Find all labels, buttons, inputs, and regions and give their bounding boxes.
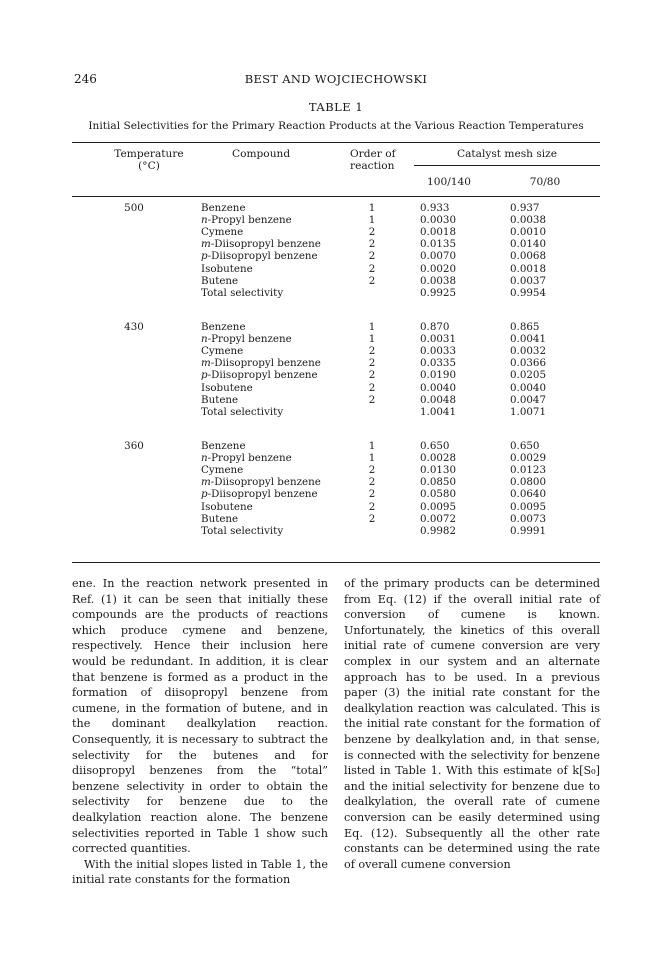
table-row (0, 501, 672, 513)
temperature-unit: (°C) (138, 160, 160, 172)
order-cell: 1 (368, 202, 376, 214)
order-cell: 2 (368, 369, 376, 382)
order-cell: 2 (368, 345, 376, 358)
mesh-100-140-cell: 0.0335 (420, 357, 457, 370)
order-cell: 1 (368, 452, 376, 465)
compound-cell: Benzene (201, 440, 246, 452)
mesh-100-140-cell: 0.0038 (420, 274, 457, 287)
table-row (0, 513, 672, 525)
order-cell: 2 (368, 250, 376, 263)
mesh-100-140-cell: 0.0070 (420, 250, 457, 263)
temperature-heading: Temperature (114, 148, 184, 160)
table-row (0, 321, 672, 333)
compound-cell: Cymene (201, 226, 244, 239)
table-row (0, 214, 672, 226)
mesh-100-140-cell: 0.0040 (420, 381, 457, 394)
table-row (0, 452, 672, 464)
mesh-100-140-cell: 0.0130 (420, 464, 457, 477)
order-cell: 2 (368, 512, 376, 525)
mesh-70-80-cell: 0.0095 (510, 500, 547, 513)
mesh-100-140-cell: 0.0850 (420, 476, 457, 489)
compound-cell: p-Diisopropyl benzene (201, 488, 318, 501)
page-number: 246 (74, 72, 97, 86)
mesh-70-80-cell: 0.0073 (510, 512, 547, 525)
table-caption: Initial Selectivities for the Primary Reaction Products at the Various Reaction Temperatures (88, 120, 584, 132)
table-header-rule (72, 196, 600, 197)
mesh-100-140-cell: 0.933 (420, 202, 450, 214)
mesh-100-140-cell: 0.0072 (420, 512, 457, 525)
order-cell: 2 (368, 488, 376, 501)
table-row (0, 263, 672, 275)
order-cell: 2 (368, 357, 376, 370)
order-cell: 2 (368, 274, 376, 287)
order-cell: 2 (368, 226, 376, 239)
order-cell: 1 (368, 440, 376, 452)
mesh-70-80-cell: 0.0366 (510, 357, 547, 370)
table-row (0, 287, 672, 299)
order-cell: 1 (368, 333, 376, 346)
order-cell: 2 (368, 238, 376, 251)
compound-cell: Cymene (201, 345, 244, 358)
order-cell: 2 (368, 262, 376, 275)
table-header-order (350, 148, 406, 172)
compound-cell: m-Diisopropyl benzene (201, 238, 321, 251)
table-row (0, 333, 672, 345)
compound-cell: p-Diisopropyl benzene (201, 250, 318, 263)
compound-cell: Cymene (201, 464, 244, 477)
mesh-100-140-cell: 0.9982 (420, 524, 457, 537)
table-header-mesh-100-140: 100/140 (426, 176, 471, 188)
mesh-70-80-cell: 0.0205 (510, 369, 547, 382)
mesh-70-80-cell: 1.0071 (510, 405, 547, 418)
table-row (0, 394, 672, 406)
mesh-100-140-cell: 0.0028 (420, 452, 457, 465)
order-cell: 2 (368, 381, 376, 394)
order-heading-line2: reaction (350, 160, 395, 172)
mesh-100-140-cell: 0.0031 (420, 333, 457, 346)
order-cell: 2 (368, 464, 376, 477)
table-row (0, 369, 672, 381)
compound-cell: Total selectivity (201, 524, 284, 537)
compound-cell: n-Propyl benzene (201, 452, 292, 465)
mesh-70-80-cell: 0.9991 (510, 524, 547, 537)
table-row (0, 476, 672, 488)
temperature-cell: 500 (124, 202, 144, 214)
table-row (0, 406, 672, 418)
body-column-right (344, 576, 600, 872)
temperature-cell: 360 (124, 440, 144, 452)
table-label: TABLE 1 (308, 100, 364, 114)
catalyst-rule (414, 165, 600, 166)
order-heading-line1: Order of (350, 148, 396, 160)
mesh-100-140-cell: 0.0095 (420, 500, 457, 513)
table-top-rule (72, 142, 600, 143)
mesh-70-80-cell: 0.650 (510, 440, 540, 452)
compound-cell: Benzene (201, 321, 246, 333)
table-bottom-rule (72, 562, 600, 563)
order-cell: 2 (368, 500, 376, 513)
compound-cell: Isobutene (201, 500, 253, 513)
mesh-70-80-cell: 0.0037 (510, 274, 547, 287)
mesh-70-80-cell: 0.0038 (510, 214, 547, 227)
mesh-70-80-cell: 0.0029 (510, 452, 547, 465)
compound-cell: Butene (201, 274, 239, 287)
running-head: BEST AND WOJCIECHOWSKI (244, 72, 428, 86)
mesh-70-80-cell: 0.0800 (510, 476, 547, 489)
table-header-compound: Compound (232, 148, 291, 160)
table-row (0, 250, 672, 262)
mesh-70-80-cell: 0.865 (510, 321, 540, 333)
mesh-70-80-cell: 0.937 (510, 202, 540, 214)
table-row (0, 440, 672, 452)
body-paragraph: With the initial slopes listed in Table 1, the initial rate constants for the formation (72, 857, 328, 887)
mesh-100-140-cell: 0.0190 (420, 369, 457, 382)
table-row (0, 464, 672, 476)
compound-cell: m-Diisopropyl benzene (201, 357, 321, 370)
table-header-mesh-70-80: 70/80 (529, 176, 561, 188)
table-header-temperature (104, 148, 194, 172)
compound-cell: Butene (201, 512, 239, 525)
mesh-70-80-cell: 0.0032 (510, 345, 547, 358)
table-row (0, 238, 672, 250)
table-row (0, 202, 672, 214)
compound-cell: n-Propyl benzene (201, 333, 292, 346)
order-cell: 2 (368, 393, 376, 406)
mesh-100-140-cell: 0.9925 (420, 286, 457, 299)
compound-cell: p-Diisopropyl benzene (201, 369, 318, 382)
body-paragraph: ene. In the reaction network presented in Ref. (1) it can be seen that initially these compounds are the products of reactions which produce cymene and benzene, respectively. Hence their inclusion here would be redundant. In addition, it is clear that benzene is formed as a product in the formation of diisopropyl benzene from cumene, in the formation of butene, and in the dominant dealkylation reaction. Consequently, it is necessary to subtract the selectivity for the butenes and for diisopropyl benzenes from the “total” benzene selectivity in order to obtain the selectivity for benzene due to the dealkylation reaction alone. The benzene selectivities reported in Table 1 show such corrected quantities. (72, 577, 328, 856)
mesh-100-140-cell: 0.0033 (420, 345, 457, 358)
compound-cell: n-Propyl benzene (201, 214, 292, 227)
compound-cell: Isobutene (201, 262, 253, 275)
mesh-70-80-cell: 0.0640 (510, 488, 547, 501)
body-paragraph: of the primary products can be determined from Eq. (12) if the overall initial rate of conversion of cumene is known. Unfortunately, the kinetics of this overall initial rate of cumene conversion are very complex in our system and an alternate approach has to be used. In a previous paper (3) the initial rate constant for the dealkylation reaction was calculated. This is the initial rate constant for the formation of benzene by dealkylation and, in that sense, is connected with the selectivity for benzene listed in Table 1. With this estimate of k[S₀] and the initial selectivity for benzene due to dealkylation, the overall rate of cumene conversion can be easily determined using Eq. (12). Subsequently all the other rate constants can be determined using the rate of overall cumene conversion (344, 577, 600, 871)
mesh-100-140-cell: 0.0580 (420, 488, 457, 501)
mesh-100-140-cell: 0.0030 (420, 214, 457, 227)
body-column-left (72, 576, 328, 888)
mesh-100-140-cell: 0.0020 (420, 262, 457, 275)
mesh-70-80-cell: 0.0040 (510, 381, 547, 394)
compound-cell: Total selectivity (201, 286, 284, 299)
compound-cell: m-Diisopropyl benzene (201, 476, 321, 489)
mesh-100-140-cell: 0.870 (420, 321, 450, 333)
mesh-70-80-cell: 0.0010 (510, 226, 547, 239)
compound-cell: Total selectivity (201, 405, 284, 418)
mesh-70-80-cell: 0.9954 (510, 286, 547, 299)
mesh-70-80-cell: 0.0068 (510, 250, 547, 263)
mesh-100-140-cell: 1.0041 (420, 405, 457, 418)
table-row (0, 525, 672, 537)
temperature-cell: 430 (124, 321, 144, 333)
mesh-70-80-cell: 0.0047 (510, 393, 547, 406)
compound-cell: Isobutene (201, 381, 253, 394)
mesh-100-140-cell: 0.0018 (420, 226, 457, 239)
mesh-70-80-cell: 0.0140 (510, 238, 547, 251)
table-row (0, 345, 672, 357)
compound-cell: Butene (201, 393, 239, 406)
table-row (0, 226, 672, 238)
order-cell: 1 (368, 214, 376, 227)
mesh-70-80-cell: 0.0041 (510, 333, 547, 346)
table-row (0, 275, 672, 287)
table-header-catalyst: Catalyst mesh size (456, 148, 558, 160)
table-row (0, 382, 672, 394)
mesh-100-140-cell: 0.0048 (420, 393, 457, 406)
compound-cell: Benzene (201, 202, 246, 214)
table-row (0, 357, 672, 369)
order-cell: 2 (368, 476, 376, 489)
table-row (0, 488, 672, 500)
mesh-70-80-cell: 0.0018 (510, 262, 547, 275)
order-cell: 1 (368, 321, 376, 333)
mesh-70-80-cell: 0.0123 (510, 464, 547, 477)
mesh-100-140-cell: 0.650 (420, 440, 450, 452)
mesh-100-140-cell: 0.0135 (420, 238, 457, 251)
